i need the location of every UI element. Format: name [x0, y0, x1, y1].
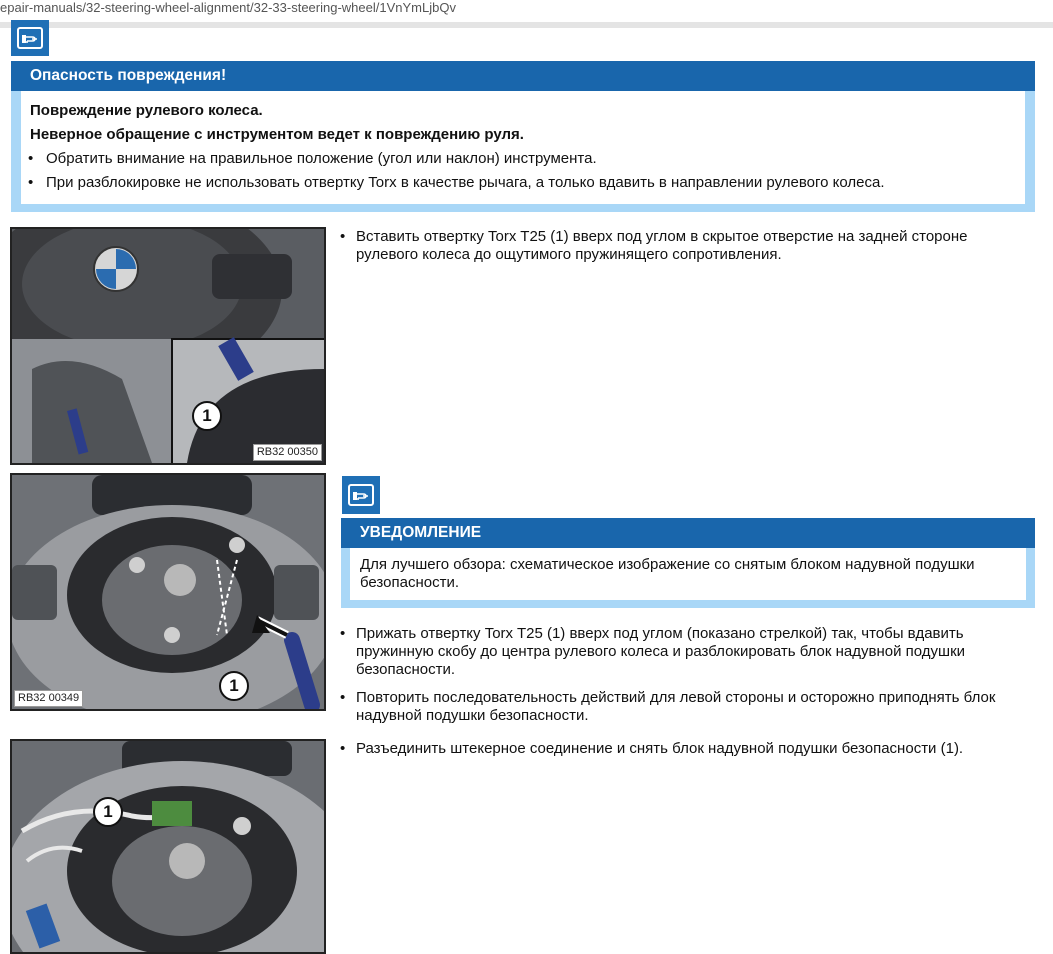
step-item: • Вставить отвертку Torx T25 (1) вверх под углом в скрытое отверстие на задней стороне рулевого колеса до ощутимого пружинящего сопротивления.: [338, 228, 1018, 264]
notice-text: Для лучшего обзора: схематическое изображение со снятым блоком надувной подушки безопасности.: [360, 556, 975, 591]
callout-1: 1: [219, 671, 249, 701]
pointing-hand-icon: [11, 20, 49, 56]
figure3-steps: [338, 740, 1018, 768]
callout-1: 1: [93, 797, 123, 827]
figure1-steps: [338, 228, 1018, 274]
step-item: • Разъединить штекерное соединение и снять блок надувной подушки безопасности (1).: [338, 740, 1018, 758]
step-item: • Повторить последовательность действий для левой стороны и осторожно приподнять блок надувной подушки безопасности.: [338, 689, 1018, 725]
figure-code: RB32 00350: [253, 444, 322, 461]
danger-bullets: [30, 147, 1016, 195]
airbag-removed-illustration: [12, 475, 324, 709]
danger-line-1: Повреждение рулевого колеса.: [30, 102, 263, 119]
figure2-steps: [338, 625, 1018, 735]
notice-body: [350, 548, 1026, 600]
danger-bullet: • При разблокировке не использовать отвертку Torx в качестве рычага, а только вдавить в направлении рулевого колеса.: [30, 171, 1016, 195]
danger-body: [21, 91, 1025, 204]
url-text: epair-manuals/32-steering-wheel-alignment/32-33-steering-wheel/1VnYmLjbQv: [0, 0, 456, 15]
figure-code: RB32 00349: [14, 690, 83, 707]
step-item: • Прижать отвертку Torx T25 (1) вверх под углом (показано стрелкой) так, чтобы вдавить пружинную скобу до центра рулевого колеса и разблокировать блок надувной подушки безопасности.: [338, 625, 1018, 679]
connector-illustration: [12, 741, 324, 952]
notice-title: УВЕДОМЛЕНИЕ: [341, 518, 1035, 548]
danger-title: Опасность повреждения!: [11, 61, 1035, 91]
danger-notice: [11, 61, 1035, 212]
steering-wheel-photo-3: [10, 739, 326, 954]
callout-1: 1: [192, 401, 222, 431]
pointing-hand-icon: [342, 476, 380, 514]
steering-wheel-illustration: [12, 229, 324, 463]
toolbar-divider: [0, 22, 1053, 28]
danger-line-2: Неверное обращение с инструментом ведет к повреждению руля.: [30, 126, 524, 143]
steering-wheel-photo-2: [10, 473, 326, 711]
danger-bullet: • Обратить внимание на правильное положение (угол или наклон) инструмента.: [30, 147, 1016, 171]
steering-wheel-photo-1: [10, 227, 326, 465]
notice-box: [341, 518, 1035, 608]
address-bar[interactable]: [0, 0, 1053, 23]
